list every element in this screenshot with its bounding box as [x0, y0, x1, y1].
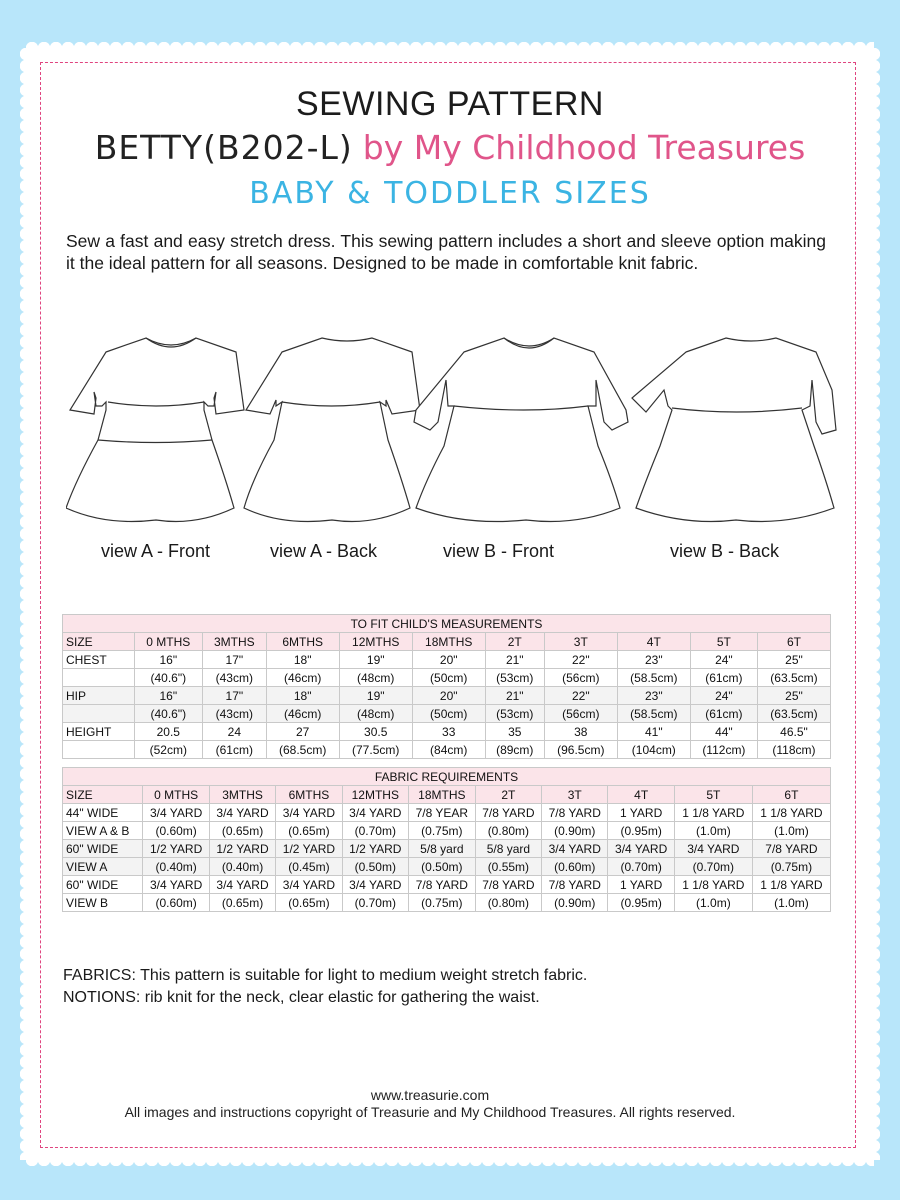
value-cell: 18" — [266, 651, 339, 669]
table-row — [63, 669, 831, 687]
value-cell: (48cm) — [339, 705, 412, 723]
measurements-table — [62, 614, 831, 759]
value-cell: 30.5 — [339, 723, 412, 741]
view-a-front-sketch — [66, 338, 244, 522]
value-cell: (112cm) — [690, 741, 757, 759]
row-label: VIEW A & B — [63, 822, 143, 840]
value-cell: 3/4 YARD — [276, 804, 342, 822]
value-cell: 1 YARD — [608, 876, 674, 894]
intro-paragraph: Sew a fast and easy stretch dress. This sewing pattern includes a short and sleeve option making it the ideal pattern for all seasons. Designed to be made in comfortable knit fabric. — [66, 231, 826, 273]
size-cell: 18MTHS — [409, 786, 476, 804]
value-cell: (61cm) — [690, 669, 757, 687]
value-cell: (1.0m) — [674, 822, 752, 840]
view-label-a-back: view A - Back — [270, 541, 378, 561]
size-cell: 3T — [544, 633, 617, 651]
value-cell: (0.60m) — [143, 894, 209, 912]
row-label: CHEST — [63, 651, 135, 669]
value-cell: (0.80m) — [475, 894, 541, 912]
value-cell: (43cm) — [202, 669, 266, 687]
size-label: SIZE — [63, 633, 135, 651]
value-cell: 1 1/8 YARD — [752, 876, 830, 894]
value-cell: 20" — [412, 651, 485, 669]
table-row — [63, 651, 831, 669]
view-b-back-sketch — [632, 338, 836, 522]
value-cell: (0.70m) — [342, 822, 408, 840]
value-cell: 20" — [412, 687, 485, 705]
stamp-edge-bottom — [26, 1154, 874, 1166]
value-cell: 1 1/8 YARD — [674, 804, 752, 822]
row-label: 60" WIDE — [63, 876, 143, 894]
value-cell: (0.90m) — [542, 822, 608, 840]
value-cell: (0.70m) — [674, 858, 752, 876]
value-cell: (0.90m) — [542, 894, 608, 912]
row-label: VIEW B — [63, 894, 143, 912]
table-row — [63, 876, 831, 894]
value-cell: (0.95m) — [608, 894, 674, 912]
value-cell: 33 — [412, 723, 485, 741]
value-cell: (52cm) — [134, 741, 202, 759]
value-cell: (0.80m) — [475, 822, 541, 840]
value-cell: (61cm) — [690, 705, 757, 723]
value-cell: 3/4 YARD — [276, 876, 342, 894]
value-cell: 3/4 YARD — [342, 876, 408, 894]
row-label: VIEW A — [63, 858, 143, 876]
size-cell: 3MTHS — [202, 633, 266, 651]
value-cell: 19" — [339, 651, 412, 669]
size-cell: 18MTHS — [412, 633, 485, 651]
row-label — [63, 705, 135, 723]
size-cell: 6T — [757, 633, 830, 651]
value-cell: 27 — [266, 723, 339, 741]
value-cell: (56cm) — [544, 705, 617, 723]
value-cell: (0.65m) — [276, 894, 342, 912]
value-cell: (0.75m) — [752, 858, 830, 876]
value-cell: 1 YARD — [608, 804, 674, 822]
value-cell: 7/8 YARD — [542, 876, 608, 894]
value-cell: 24 — [202, 723, 266, 741]
size-cell: 12MTHS — [342, 786, 408, 804]
fabric-heading: FABRIC REQUIREMENTS — [63, 768, 831, 786]
value-cell: (58.5cm) — [617, 705, 690, 723]
value-cell: (0.50m) — [342, 858, 408, 876]
value-cell: 21" — [485, 651, 544, 669]
table-row — [63, 705, 831, 723]
table-row — [63, 723, 831, 741]
fabric-requirements-table — [62, 767, 831, 912]
size-cell: 6MTHS — [276, 786, 342, 804]
value-cell: 16" — [134, 651, 202, 669]
size-cell: 3T — [542, 786, 608, 804]
size-cell: 2T — [475, 786, 541, 804]
value-cell: 22" — [544, 651, 617, 669]
value-cell: 7/8 YARD — [475, 876, 541, 894]
stamp-edge-top — [26, 42, 874, 54]
value-cell: 7/8 YARD — [475, 804, 541, 822]
value-cell: (0.50m) — [409, 858, 476, 876]
value-cell: (63.5cm) — [757, 669, 830, 687]
size-cell: 4T — [617, 633, 690, 651]
value-cell: (0.45m) — [276, 858, 342, 876]
value-cell: 46.5" — [757, 723, 830, 741]
pattern-subtitle — [0, 128, 900, 167]
size-cell: 5T — [690, 633, 757, 651]
size-cell: 3MTHS — [209, 786, 275, 804]
size-range-heading: BABY & TODDLER SIZES — [249, 176, 651, 211]
size-cell: 12MTHS — [339, 633, 412, 651]
value-cell: 7/8 YARD — [542, 804, 608, 822]
stamp-edge-left — [20, 48, 32, 1160]
value-cell: 44" — [690, 723, 757, 741]
value-cell: 1/2 YARD — [143, 840, 209, 858]
table-row — [63, 894, 831, 912]
value-cell: 3/4 YARD — [342, 804, 408, 822]
value-cell: 25" — [757, 687, 830, 705]
value-cell: (58.5cm) — [617, 669, 690, 687]
value-cell: (104cm) — [617, 741, 690, 759]
size-label: SIZE — [63, 786, 143, 804]
row-label: 60" WIDE — [63, 840, 143, 858]
view-label-b-front: view B - Front — [443, 541, 555, 561]
value-cell: 3/4 YARD — [542, 840, 608, 858]
size-cell: 6T — [752, 786, 830, 804]
value-cell: 5/8 yard — [409, 840, 476, 858]
value-cell: (63.5cm) — [757, 705, 830, 723]
row-label — [63, 669, 135, 687]
value-cell: (40.6") — [134, 669, 202, 687]
row-label: HIP — [63, 687, 135, 705]
value-cell: (56cm) — [544, 669, 617, 687]
value-cell: (118cm) — [757, 741, 830, 759]
row-label — [63, 741, 135, 759]
value-cell: (0.65m) — [209, 822, 275, 840]
table-row — [63, 804, 831, 822]
view-b-front-sketch — [414, 338, 628, 522]
value-cell: 7/8 YEAR — [409, 804, 476, 822]
size-cell: 2T — [485, 633, 544, 651]
value-cell: (1.0m) — [752, 894, 830, 912]
value-cell: 3/4 YARD — [143, 804, 209, 822]
value-cell: 19" — [339, 687, 412, 705]
value-cell: 3/4 YARD — [674, 840, 752, 858]
value-cell: (0.65m) — [276, 822, 342, 840]
size-cell: 4T — [608, 786, 674, 804]
value-cell: (0.60m) — [143, 822, 209, 840]
table-row — [63, 687, 831, 705]
table-row — [63, 858, 831, 876]
value-cell: 22" — [544, 687, 617, 705]
value-cell: (61cm) — [202, 741, 266, 759]
value-cell: 24" — [690, 651, 757, 669]
size-cell: 0 MTHS — [143, 786, 209, 804]
value-cell: (89cm) — [485, 741, 544, 759]
notes-section — [63, 965, 587, 1009]
value-cell: 21" — [485, 687, 544, 705]
value-cell: 24" — [690, 687, 757, 705]
value-cell: (48cm) — [339, 669, 412, 687]
row-label: 44" WIDE — [63, 804, 143, 822]
value-cell: 3/4 YARD — [143, 876, 209, 894]
designer-by-line: by My Childhood Treasures — [362, 128, 806, 167]
value-cell: 3/4 YARD — [209, 804, 275, 822]
value-cell: 17" — [202, 687, 266, 705]
value-cell: 1/2 YARD — [342, 840, 408, 858]
value-cell: (77.5cm) — [339, 741, 412, 759]
table-row — [63, 741, 831, 759]
pattern-name: BETTY(B202-L) — [94, 128, 353, 167]
value-cell: 1 1/8 YARD — [674, 876, 752, 894]
value-cell: 16" — [134, 687, 202, 705]
value-cell: (68.5cm) — [266, 741, 339, 759]
value-cell: 18" — [266, 687, 339, 705]
value-cell: 23" — [617, 651, 690, 669]
row-label: HEIGHT — [63, 723, 135, 741]
size-row — [63, 633, 831, 651]
page-title: SEWING PATTERN — [296, 85, 604, 123]
table-row — [63, 840, 831, 858]
size-cell: 6MTHS — [266, 633, 339, 651]
value-cell: (0.65m) — [209, 894, 275, 912]
value-cell: 1/2 YARD — [276, 840, 342, 858]
value-cell: (43cm) — [202, 705, 266, 723]
fabrics-note: FABRICS: This pattern is suitable for light to medium weight stretch fabric. — [63, 967, 588, 984]
value-cell: 41" — [617, 723, 690, 741]
value-cell: (0.40m) — [143, 858, 209, 876]
stamp-edge-right — [868, 48, 880, 1160]
value-cell: (84cm) — [412, 741, 485, 759]
value-cell: (0.95m) — [608, 822, 674, 840]
value-cell: 7/8 YARD — [752, 840, 830, 858]
notions-note: NOTIONS: rib knit for the neck, clear elastic for gathering the waist. — [63, 989, 540, 1006]
table-row — [63, 822, 831, 840]
value-cell: 23" — [617, 687, 690, 705]
value-cell: 17" — [202, 651, 266, 669]
value-cell: (0.75m) — [409, 894, 476, 912]
size-row — [63, 786, 831, 804]
value-cell: 38 — [544, 723, 617, 741]
value-cell: (40.6") — [134, 705, 202, 723]
size-cell: 5T — [674, 786, 752, 804]
view-label-b-back: view B - Back — [670, 541, 780, 561]
value-cell: 7/8 YARD — [409, 876, 476, 894]
value-cell: (46cm) — [266, 705, 339, 723]
value-cell: (0.40m) — [209, 858, 275, 876]
value-cell: (53cm) — [485, 705, 544, 723]
value-cell: (0.55m) — [475, 858, 541, 876]
value-cell: 5/8 yard — [475, 840, 541, 858]
value-cell: (50cm) — [412, 669, 485, 687]
measurements-heading: TO FIT CHILD'S MEASUREMENTS — [63, 615, 831, 633]
value-cell: (53cm) — [485, 669, 544, 687]
value-cell: (96.5cm) — [544, 741, 617, 759]
view-label-a-front: view A - Front — [101, 541, 211, 561]
value-cell: (1.0m) — [674, 894, 752, 912]
value-cell: 3/4 YARD — [209, 876, 275, 894]
value-cell: (46cm) — [266, 669, 339, 687]
value-cell: 35 — [485, 723, 544, 741]
value-cell: 1 1/8 YARD — [752, 804, 830, 822]
value-cell: (50cm) — [412, 705, 485, 723]
value-cell: 20.5 — [134, 723, 202, 741]
footer-website: www.treasurie.com — [370, 1087, 490, 1103]
footer-copyright: All images and instructions copyright of Treasurie and My Childhood Treasures. All rights reserved. — [124, 1104, 736, 1120]
size-cell: 0 MTHS — [134, 633, 202, 651]
value-cell: (0.60m) — [542, 858, 608, 876]
value-cell: 3/4 YARD — [608, 840, 674, 858]
value-cell: 25" — [757, 651, 830, 669]
value-cell: (0.75m) — [409, 822, 476, 840]
value-cell: (0.70m) — [342, 894, 408, 912]
value-cell: 1/2 YARD — [209, 840, 275, 858]
view-a-back-sketch — [244, 338, 420, 522]
dress-sketches — [66, 330, 846, 530]
value-cell: (0.70m) — [608, 858, 674, 876]
value-cell: (1.0m) — [752, 822, 830, 840]
